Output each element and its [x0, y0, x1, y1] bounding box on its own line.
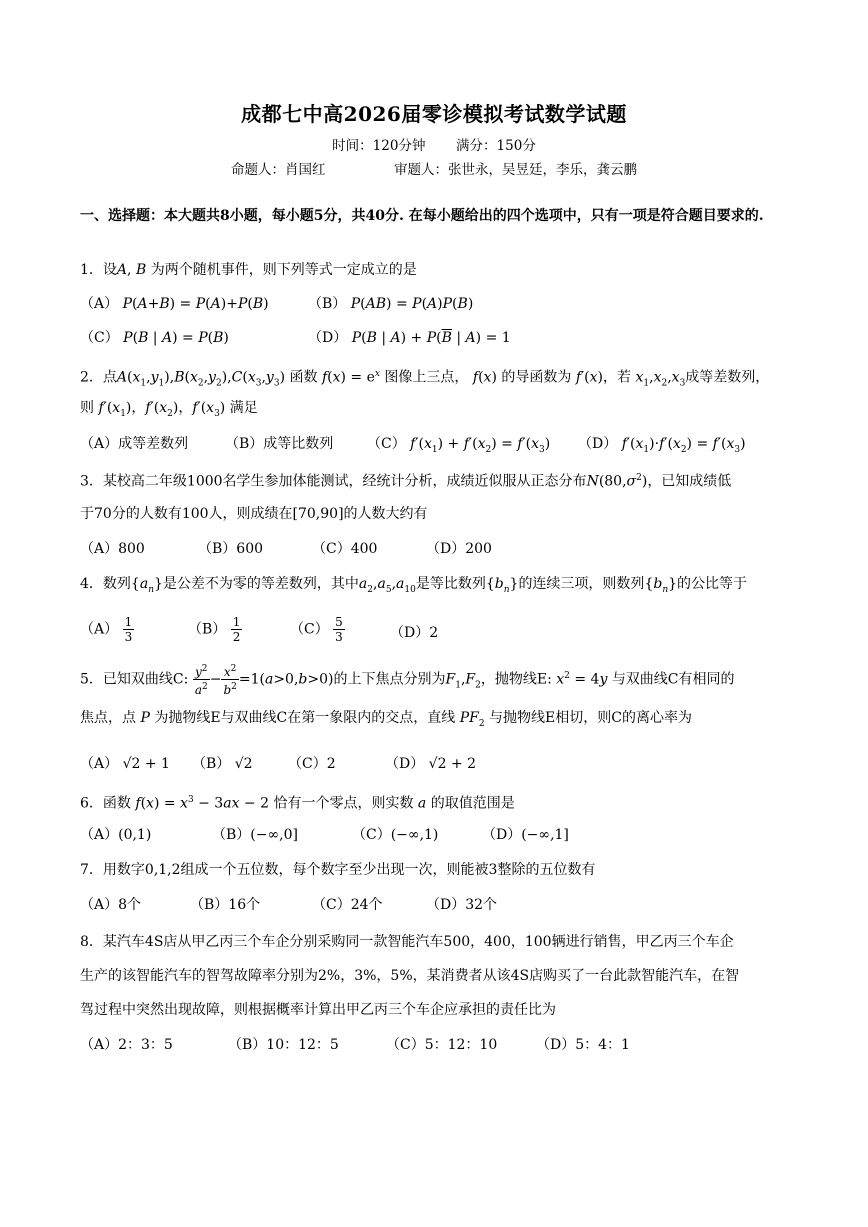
option-b: （B）(−∞,0] [212, 827, 298, 843]
question-2-line2: 则 $f'(x_1)$，$f'(x_2)$，$f'(x_3)$ 满足 [80, 400, 258, 419]
question-8: 8．某汽车4S店从甲乙丙三个车企分别采购同一款智能汽车500，400，100辆进行销售，甲乙丙三个车企 [80, 934, 734, 950]
option-c: （C） $\frac{5}{3}$ [290, 615, 343, 644]
option-a: （A）8个 [80, 897, 142, 913]
question-7: 7．用数字0,1,2组成一个五位数，每个数字至少出现一次，则能被3整除的五位数有 [80, 862, 596, 878]
option-d: （D）2 [390, 625, 439, 641]
option-b: （B）600 [198, 541, 264, 557]
option-d: （D）200 [426, 541, 492, 557]
exam-title: 成都七中高2026届零诊模拟考试数学试题 [241, 102, 627, 126]
question-text: 设 [102, 262, 117, 278]
question-6-options [80, 825, 792, 845]
option-a: （A） $\frac{1}{3}$ [80, 615, 133, 644]
question-4: 4．数列$\{a_n\}$是公差不为零的等差数列，其中$a_2,a_5,a_{10}$是等比数列$\{b_n\}$的连续三项，则数列$\{b_n\}$的公比等于 [80, 576, 748, 595]
exam-time-score [0, 134, 868, 154]
question-6: 6．函数 $f(x) = x^3 - 3ax - 2$ 恰有一个零点，则实数 a 的取值范围是 [80, 795, 515, 812]
option-d: （D） $f'(x_1)\cdot f'(x_2) = f'(x_3)$ [578, 436, 746, 455]
question-1-options-row1 [80, 294, 792, 314]
question-5: 5．已知双曲线C: $\frac{y^2}{a^2}$ − $\frac{x^2}{b^2}$ =1(a>0,b>0)的上下焦点分别为$F_1,F_2$，抛物线E: $x^2 = 4y$ 与双曲线C有相同的 [80, 664, 735, 698]
question-3-line2: 于70分的人数有100人，则成绩在[70,90]的人数大约有 [80, 506, 428, 522]
question-2-options [80, 434, 792, 454]
question-5-line2: 焦点，点 P 为抛物线E与双曲线C在第一象限内的交点，直线 $PF_2$ 与抛物线E相切，则C的离心率为 [80, 710, 692, 729]
question-8-options [80, 1035, 792, 1055]
option-c: （C） $f'(x_1) + f'(x_2) = f'(x_3)$ [367, 436, 551, 455]
option-a: （A）成等差数列 [80, 436, 189, 452]
exam-authors [0, 158, 868, 178]
option-d: （D）(−∞,1] [482, 827, 569, 843]
question-1: 1．设A, B 为两个随机事件，则下列等式一定成立的是 [80, 262, 417, 278]
question-text: 为两个随机事件，则下列等式一定成立的是 [150, 262, 417, 278]
question-7-options [80, 895, 792, 915]
exam-author: 命题人：肖国红 [230, 162, 326, 178]
option-d: （D）5：4：1 [536, 1037, 630, 1053]
option-b: （B）成等比数列 [225, 436, 334, 452]
question-5-options [80, 754, 792, 774]
option-b: （B） √2 [192, 756, 253, 772]
option-a: （A）800 [80, 541, 145, 557]
option-d: （D） √2 + 2 [385, 756, 477, 772]
question-2: 2．点$A(x_1,y_1),B(x_2,y_2),C(x_3,y_3)$ 函数 $f(x) = e^x$ 图像上三点， f(x) 的导函数为 f′(x)，若 $x_1,x_2,x_3$成等差数列， [80, 369, 770, 389]
option-b: （B） $\frac{1}{2}$ [188, 615, 241, 644]
option-b: （B）16个 [190, 897, 261, 913]
option-d: （D）32个 [426, 897, 498, 913]
option-c: （C）2 [288, 756, 336, 772]
question-4-options [80, 615, 792, 651]
option-c: （C）(−∞,1) [352, 827, 439, 843]
question-8-line2: 生产的该智能汽车的智驾故障率分别为2%，3%，5%，某消费者从该4S店购买了一台此款智能汽车，在智 [80, 968, 740, 984]
question-1-options-row2 [80, 328, 792, 348]
exam-time: 时间：120分钟 [332, 138, 426, 154]
option-a: （A）2：3：5 [80, 1037, 173, 1053]
option-d: （D） P(B | $A) + P(\overline{B}$ | A) = 1 [308, 330, 511, 346]
option-a: （A） √2 + 1 [80, 756, 170, 772]
option-c: （C）400 [312, 541, 378, 557]
question-8-line3: 驾过程中突然出现故障，则根据概率计算出甲乙丙三个车企应承担的责任比为 [80, 1002, 556, 1018]
option-c: （C）5：12：10 [386, 1037, 498, 1053]
option-b: （B） P(AB) = P(A)P(B) [308, 296, 474, 312]
option-c: （C） P(B | A) = P(B) [80, 330, 229, 346]
section-heading: 一、选择题：本大题共8小题，每小题5分，共40分. 在每小题给出的四个选项中，只有一项是符合题目要求的. [80, 208, 764, 224]
exam-reviewers: 审题人：张世永，吴昱廷，李乐，龚云鹏 [394, 162, 638, 178]
question-number: 1． [80, 262, 103, 278]
question-3: 3．某校高二年级1000名学生参加体能测试，经统计分析，成绩近似服从正态分布$N(80,\sigma^2)$，已知成绩低 [80, 473, 732, 490]
option-a: （A）(0,1) [80, 827, 152, 843]
exam-score: 满分：150分 [456, 138, 536, 154]
option-c: （C）24个 [312, 897, 383, 913]
option-a: （A） P(A+B) = P(A)+P(B) [80, 296, 269, 312]
question-3-options [80, 539, 792, 559]
option-b: （B）10：12：5 [228, 1037, 339, 1053]
